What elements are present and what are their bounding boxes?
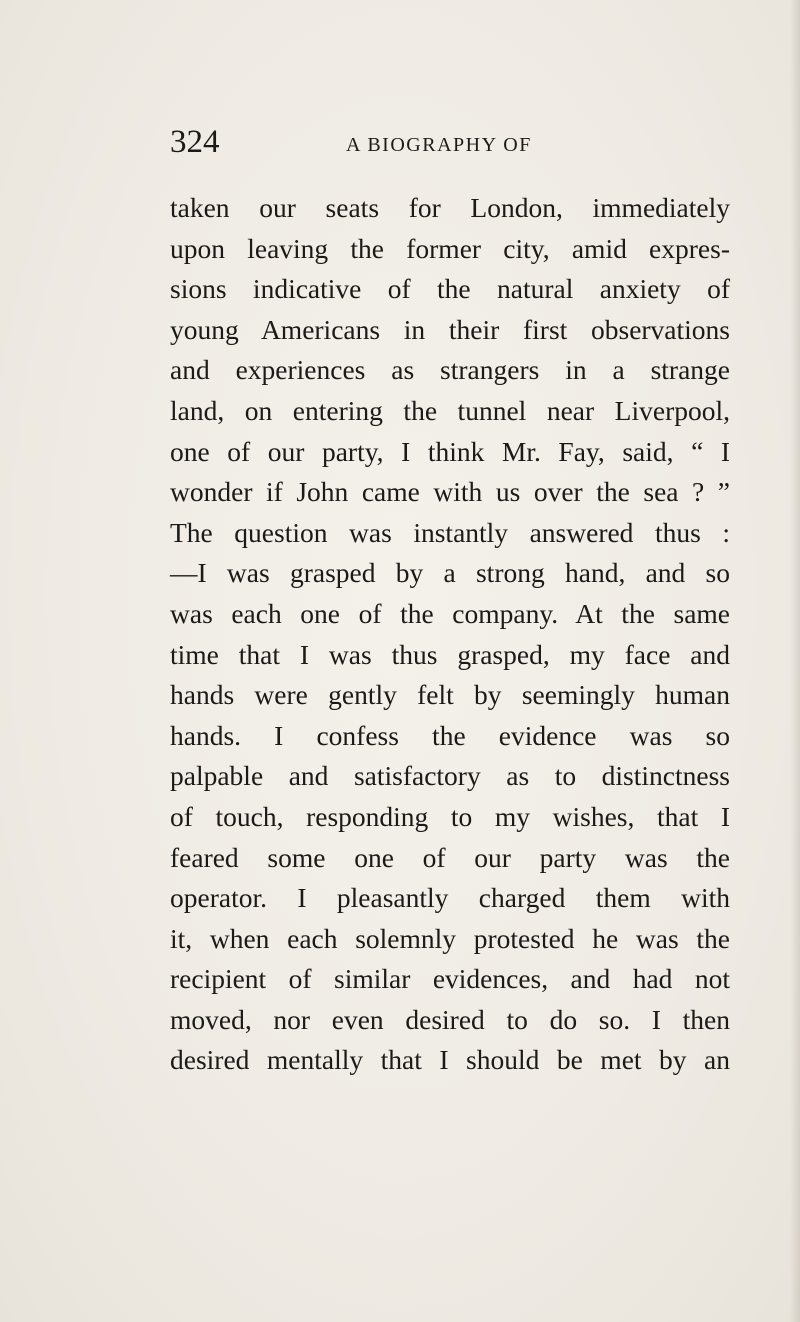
text-line: feared some one of our party was the	[170, 841, 730, 873]
text-line: young Americans in their first observations	[170, 313, 730, 345]
running-title: A BIOGRAPHY OF	[346, 134, 532, 156]
text-line: —I was grasped by a strong hand, and so	[170, 557, 730, 589]
page-number: 324	[170, 124, 220, 160]
running-head	[170, 124, 730, 164]
text-line: hands. I confess the evidence was so	[170, 719, 730, 751]
text-line: operator. I pleasantly charged them with	[170, 882, 730, 914]
text-line: moved, nor even desired to do so. I then	[170, 1003, 730, 1035]
text-line: upon leaving the former city, amid expres-	[170, 232, 730, 264]
text-line: sions indicative of the natural anxiety of	[170, 273, 730, 305]
text-line: The question was instantly answered thus :	[170, 516, 730, 548]
page-edge-shadow	[790, 0, 800, 1322]
text-line: recipient of similar evidences, and had not	[170, 963, 730, 995]
text-line: hands were gently felt by seemingly human	[170, 679, 730, 711]
body-text	[170, 188, 730, 1081]
text-line: and experiences as strangers in a strange	[170, 354, 730, 386]
text-line: palpable and satisfactory as to distinctness	[170, 760, 730, 792]
text-line: was each one of the company. At the same	[170, 597, 730, 629]
text-line: one of our party, I think Mr. Fay, said, “ I	[170, 435, 730, 467]
text-line: time that I was thus grasped, my face and	[170, 638, 730, 670]
text-line: wonder if John came with us over the sea ? ”	[170, 476, 730, 508]
text-line: taken our seats for London, immediately	[170, 192, 730, 223]
text-line: desired mentally that I should be met by an	[170, 1044, 730, 1076]
text-line: land, on entering the tunnel near Liverpool,	[170, 394, 730, 426]
text-line: of touch, responding to my wishes, that I	[170, 800, 730, 832]
text-line: it, when each solemnly protested he was the	[170, 922, 730, 954]
